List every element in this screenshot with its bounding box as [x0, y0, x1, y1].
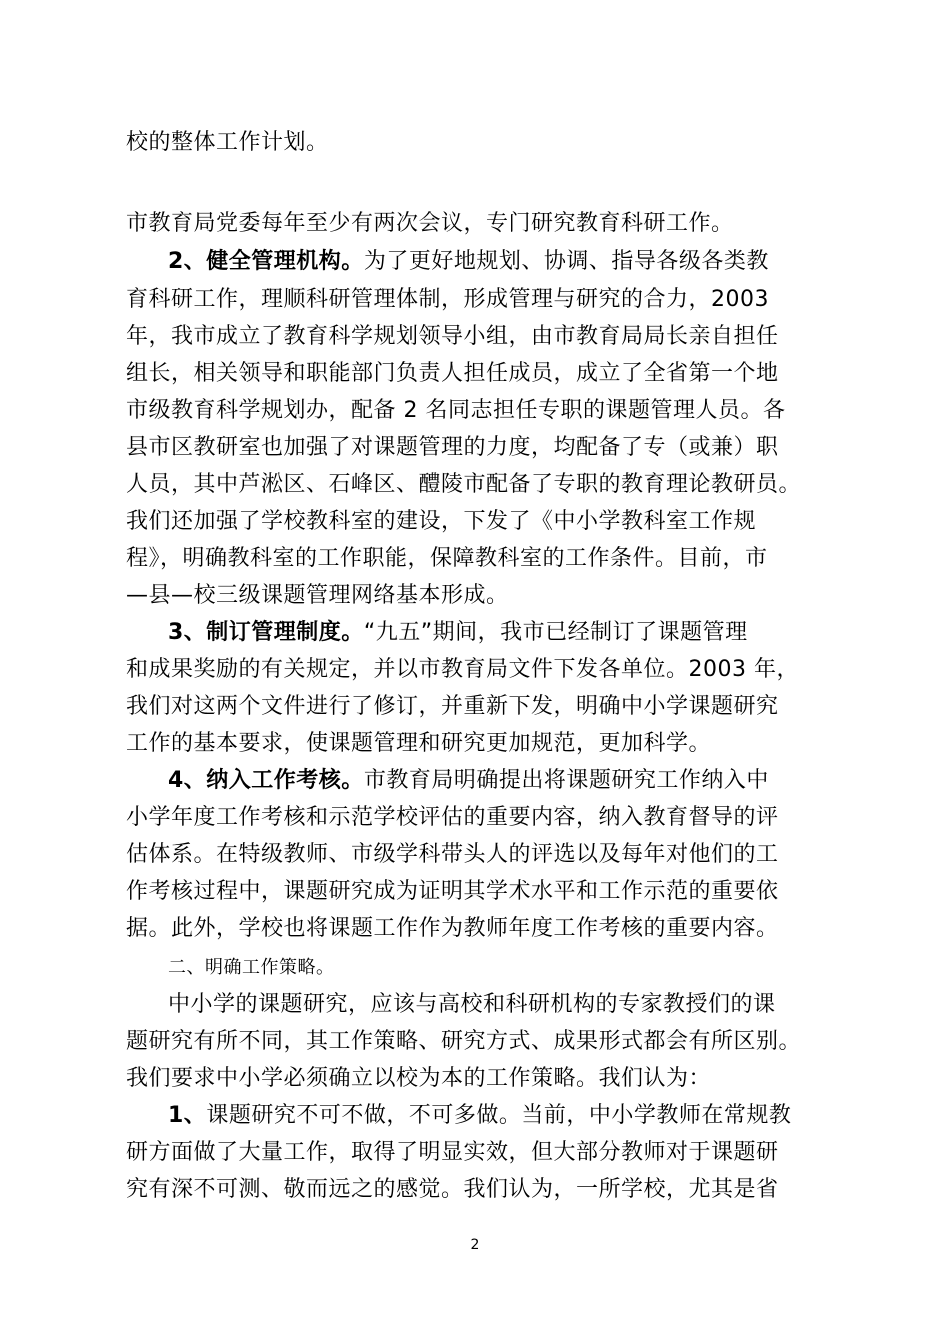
section-heading: 2、健全管理机构。 — [168, 249, 364, 274]
paragraph-line: 中小学的课题研究，应该与高校和科研机构的专家教授们的课 — [168, 992, 776, 1017]
paragraph-line: 校的整体工作计划。 — [126, 130, 329, 155]
paragraph-line: 和成果奖励的有关规定，并以市教育局文件下发各单位。2003 年， — [126, 657, 799, 682]
paragraph-line: 我们要求中小学必须确立以校为本的工作策略。我们认为： — [126, 1066, 712, 1091]
section-heading: 4、纳入工作考核。 — [168, 768, 364, 793]
section-line-rules: 3、制订管理制度。“九五”期间，我市已经制订了课题管理 — [168, 620, 748, 645]
section-line-research: 1、课题研究不可不做，不可多做。当前，中小学教师在常规教 — [168, 1103, 792, 1128]
paragraph-line: 年，我市成立了教育科学规划领导小组，由市教育局局长亲自担任 — [126, 324, 779, 349]
section-heading: 1、 — [168, 1103, 207, 1128]
paragraph-line: 县市区教研室也加强了对课题管理的力度，均配备了专（或兼）职 — [126, 435, 779, 460]
paragraph-line: 育科研工作，理顺科研管理体制，形成管理与研究的合力，2003 — [126, 287, 769, 312]
page-number: 2 — [470, 1237, 480, 1253]
section-title-strategy: 二、明确工作策略。 — [168, 957, 335, 978]
section-heading: 3、制订管理制度。 — [168, 620, 364, 645]
paragraph-line: 究有深不可测、敬而远之的感觉。我们认为，一所学校，尤其是省 — [126, 1177, 779, 1202]
paragraph-line: 我们对这两个文件进行了修订，并重新下发，明确中小学课题研究 — [126, 694, 779, 719]
paragraph-line: 研方面做了大量工作，取得了明显实效，但大部分教师对于课题研 — [126, 1140, 779, 1165]
paragraph-line: 人员，其中芦淞区、石峰区、醴陵市配备了专职的教育理论教研员。 — [126, 472, 802, 497]
paragraph-line: 市教育局党委每年至少有两次会议，专门研究教育科研工作。 — [126, 211, 734, 236]
paragraph-line: 程》，明确教科室的工作职能，保障教科室的工作条件。目前，市 — [126, 546, 768, 571]
paragraph-line: 据。此外，学校也将课题工作作为教师年度工作考核的重要内容。 — [126, 916, 779, 941]
paragraph-line: —县—校三级课题管理网络基本形成。 — [126, 583, 509, 608]
paragraph-line: 工作的基本要求，使课题管理和研究更加规范，更加科学。 — [126, 731, 712, 756]
section-line-assessment: 4、纳入工作考核。市教育局明确提出将课题研究工作纳入中 — [168, 768, 769, 793]
section-line-manage-org: 2、健全管理机构。为了更好地规划、协调、指导各级各类教 — [168, 249, 769, 274]
paragraph-line: 估体系。在特级教师、市级学科带头人的评选以及每年对他们的工 — [126, 842, 779, 867]
paragraph-line: 我们还加强了学校教科室的建设，下发了《中小学教科室工作规 — [126, 509, 757, 534]
paragraph-line: 市级教育科学规划办，配备 2 名同志担任专职的课题管理人员。各 — [126, 398, 786, 423]
paragraph-line: 组长，相关领导和职能部门负责人担任成员，成立了全省第一个地 — [126, 361, 779, 386]
paragraph-line: 作考核过程中，课题研究成为证明其学术水平和工作示范的重要依 — [126, 879, 779, 904]
paragraph-line: 题研究有所不同，其工作策略、研究方式、成果形式都会有所区别。 — [126, 1029, 802, 1054]
paragraph-line: 小学年度工作考核和示范学校评估的重要内容，纳入教育督导的评 — [126, 805, 779, 830]
